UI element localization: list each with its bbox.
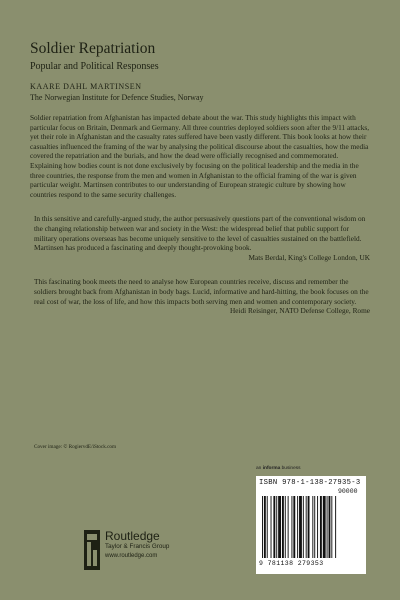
barcode-digits: 9 781138 279353: [259, 560, 324, 567]
book-title: Soldier Repatriation: [30, 40, 156, 57]
publisher-url: www.routledge.com: [105, 553, 158, 559]
publisher-name: Routledge: [105, 529, 160, 543]
book-description: Soldier repatriation from Afghanistan has impacted debate about the war. This study highlights this impact with particular focus on Britain, Denmark and Germany. All three countries deployed soldiers soon after the 9/11 attacks, yet their role in Afghanistan and the casualty rates suffered have been vastly different. This book looks at how their casualties influenced the framing of the war by analysing the political discourse about the casualties, how the media covered the repatriation and the burials, and how the dead were officially recognised and commemorated. Explaining how bodies count is not done exclusively by focusing on the political leadership and the media in the three countries, the response from the men and women in Afghanistan to the official framing of the war is given particular weight. Martinsen contributes to our understanding of European strategic culture by showing how countries respond to the same security challenges.: [30, 113, 370, 199]
informa-prefix: an: [256, 466, 262, 471]
review-text: This fascinating book meets the need to analyse how European countries receive, discuss and remember the soldiers brought back from Afghanistan in body bags. Lucid, informative and hard-hitting, the book focuses on the real cost of war, the loss of life, and how this impacts both serving men and women and contemporary society.: [34, 277, 369, 306]
publisher-group: Taylor & Francis Group: [105, 543, 170, 550]
publisher-block: [84, 530, 169, 570]
informa-brand: informa: [262, 466, 281, 471]
price-code: 90000: [338, 488, 358, 495]
book-subtitle: Popular and Political Responses: [30, 61, 159, 72]
review-attribution: Mats Berdal, King's College London, UK: [248, 252, 370, 262]
informa-business-label: [256, 466, 301, 471]
isbn-barcode: [256, 476, 366, 574]
barcode-bars: [262, 496, 362, 558]
author-affiliation: The Norwegian Institute for Defence Studies, Norway: [30, 93, 204, 102]
author-name: KAARE DAHL MARTINSEN: [30, 82, 142, 91]
review-quote: [30, 277, 370, 315]
isbn-number: ISBN 978-1-138-27935-3: [259, 479, 361, 487]
routledge-logo-icon: [84, 530, 100, 570]
informa-suffix: business: [281, 466, 301, 471]
review-attribution: Heidi Reisinger, NATO Defense College, Rome: [229, 306, 370, 316]
review-text: In this sensitive and carefully-argued study, the author persuasively questions part of the conventional wisdom on the changing relationship between war and society in the West: the widespread belief that public support for military operations overseas has become uniquely sensitive to the level of casualties sustained on the battlefield. Martinsen has produced a fascinating and deeply thought-provoking book.: [34, 214, 366, 253]
cover-image-credit: Cover image: © RogiervdE/iStock.com: [34, 444, 117, 450]
review-quote: [30, 214, 370, 262]
